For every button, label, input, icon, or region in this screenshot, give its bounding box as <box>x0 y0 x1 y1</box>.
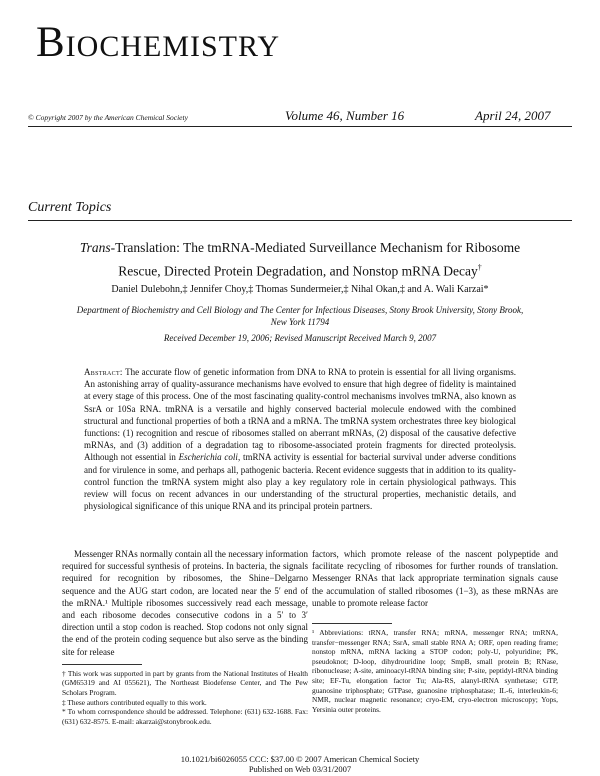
article-title <box>60 238 540 282</box>
abstract-organism: Escherichia coli <box>178 452 238 463</box>
page-footer <box>150 754 450 774</box>
received-dates: Received December 19, 2006; Revised Manuscript Received March 9, 2007 <box>163 333 437 343</box>
issue-date: April 24, 2007 <box>475 108 551 123</box>
title-footnote-mark: † <box>477 263 482 272</box>
right-body-text: factors, which promote release of the nascent polypeptide and facilitate recycling of ribosomes for further rounds of translation. Messenger RNAs that lack appropriate termination signals cause the accumulation of stalled ribosomes (1−3), as these mRNAs are unable to promote release factor <box>312 549 558 608</box>
left-column <box>62 548 308 726</box>
left-footnote-equal: ‡ These authors contributed equally to this work. <box>62 697 207 707</box>
abstract-label: Abstract: <box>84 367 123 377</box>
section-heading: Current Topics <box>28 200 112 215</box>
section-rule <box>28 220 572 221</box>
abstract-text-1: The accurate flow of genetic information from DNA to RNA to protein is essential for all living organisms. An astonishing array of quality-assurance mechanisms have evolved to ensure that high degree of fidelity is maintained at every stage of this process. One of the most fascinating quality-control mechanisms involves tmRNA, also known as SsrA or 10Sa RNA. tmRNA is a versatile and highly conserved bacterial molecule endowed with the combined structural and functional properties of both a tRNA and a mRNA. The tmRNA system orchestrates three key biological functions: (1) recognition and rescue of ribosomes stalled on aberrant mRNAs, (2) disposal of the causative defective mRNAs, and (3) addition of a degradation tag to ribosome-associated protein fragments for directed proteolysis. Although not essential in <box>84 367 516 463</box>
title-main: -Translation: The tmRNA-Mediated Surveillance Mechanism for Ribosome Rescue, Directed Protein Degradation, and Nonstop mRNA Decay <box>110 240 521 279</box>
abstract-text-2: , tmRNA activity is essential for bacterial survival under adverse conditions and for virulence in some, and perhaps all, pathogenic bacteria. Recent evidence suggests that in addition to its quality-control function the tmRNA system might also play a key regulatory role in certain physiological pathways. This review will focus on recent advances in our understanding of the structural properties, mechanistic details, and physiological significance of this unique RNA and its principal protein partners. <box>84 452 517 512</box>
right-footnote-rule <box>312 623 392 624</box>
left-body-text: Messenger RNAs normally contain all the necessary information required for successful synthesis of proteins. In bacteria, the signals required for recognition by ribosomes, the Shine−Delgarno sequence and the AUG start codon, are located near the 5′ end of the mRNA.¹ Multiple ribosomes successively read each message, and each ribosome decodes consecutive codons in a 5′ to 3′ direction until a stop codon is reached. Stop codons not only signal the end of the protein coding sequence but also serve as the binding site for release <box>62 549 308 657</box>
right-footnote-abbreviations: ¹ Abbreviations: tRNA, transfer RNA; mRNA, messenger RNA; tmRNA, transfer−messenger RNA; SsrA, small stable RNA A; ORF, open reading frame; nonstop mRNA, mRNA lacking a STOP codon; poly-U, polyuridine; PK, pseudoknot; D-loop, dihydrouridine loop; SmpB, small protein B; RNase, ribonuclease; A-site, aminoacyl-tRNA binding site; P-site, peptidyl-tRNA binding site; EF-Tu, elongation factor Tu; Ala-RS, alanyl-tRNA synthetase; GTP, guanosine triphosphate; GTPase, guanosine triphosphatase; IL-6, interleukin-6; NMR, nuclear magnetic resonance; cryo-EM, cryo-electron microscopy; Yops, Yersinia outer proteins. <box>312 628 558 714</box>
left-footnote-correspondence: * To whom correspondence should be addressed. Telephone: (631) 632-1688. Fax: (631) 632-8575. E-mail: akarzai@stonybrook.edu. <box>62 707 308 726</box>
abstract <box>84 366 516 512</box>
header-rule <box>28 126 572 127</box>
affiliation: Department of Biochemistry and Cell Biology and The Center for Infectious Diseases, Stony Brook University, Stony Brook, New York 11794 <box>76 305 524 327</box>
left-footnote-funding: † This work was supported in part by grants from the National Institutes of Health (GM65319 and AI 055621), The Northeast Biodefense Center, and The Pew Scholars Program. <box>62 668 308 698</box>
volume-number: Volume 46, Number 16 <box>285 108 405 123</box>
author-list: Daniel Dulebohn,‡ Jennifer Choy,‡ Thomas Sundermeier,‡ Nihal Okan,‡ and A. Wali Karzai* <box>111 284 489 295</box>
copyright-notice: © Copyright 2007 by the American Chemical Society <box>28 113 188 122</box>
title-italic: Trans <box>79 240 111 255</box>
published-line: Published on Web 03/31/2007 <box>248 764 352 774</box>
journal-title: Biochemistry <box>36 19 281 66</box>
left-footnote-rule <box>62 664 142 665</box>
right-column <box>312 548 558 714</box>
doi-line: 10.1021/bi6026055 CCC: $37.00 © 2007 American Chemical Society <box>180 754 420 764</box>
